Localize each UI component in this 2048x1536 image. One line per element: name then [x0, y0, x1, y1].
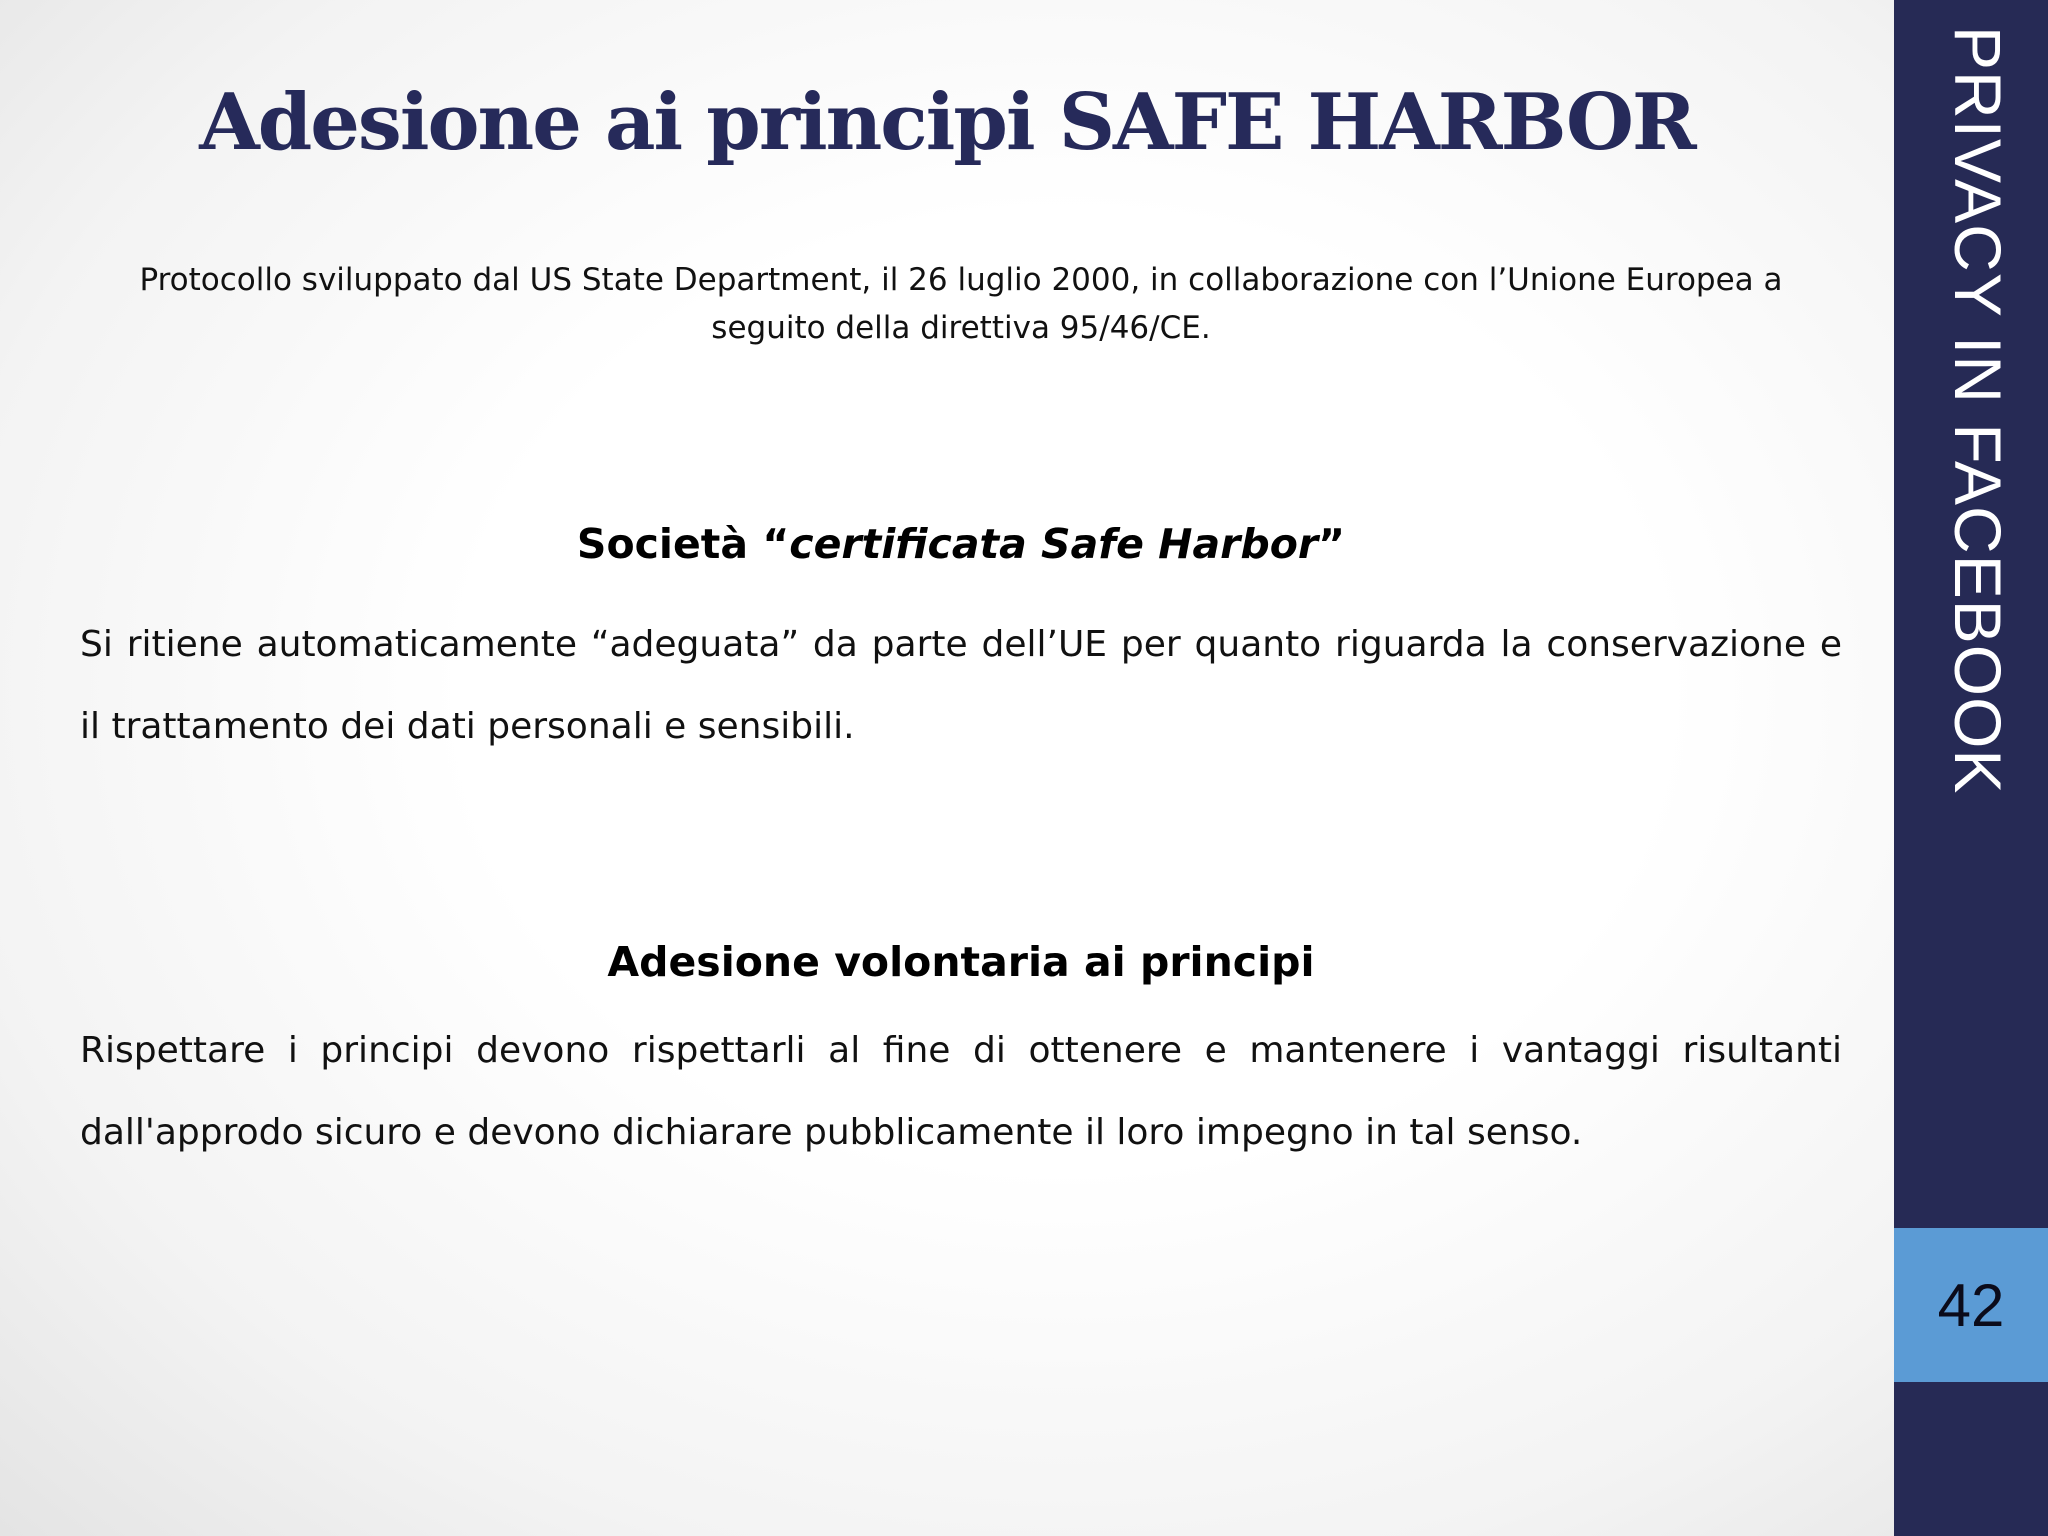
heading-suffix: ”	[1318, 520, 1346, 568]
sidebar-vertical-title: PRIVACY IN FACEBOOK	[1941, 26, 2015, 795]
page-number: 42	[1937, 1271, 2005, 1339]
slide-subtitle: Protocollo sviluppato dal US State Department, il 26 luglio 2000, in collaborazione con l’Unione Europea a seguito della direttiva 95/46/CE.	[139, 262, 1783, 346]
section-body-certificata: Si ritiene automaticamente “adeguata” da parte dell’UE per quanto riguarda la conservazione e il trattamento dei dati personali e sensibili.	[80, 624, 1842, 747]
section-heading-adesione: Adesione volontaria ai principi	[607, 938, 1315, 986]
heading-emphasis: certificata Safe Harbor	[789, 520, 1319, 568]
slide-title: Adesione ai principi SAFE HARBOR	[199, 77, 1695, 168]
section-heading-certificata	[40, 520, 1882, 569]
page-number-box	[1894, 1228, 2048, 1382]
section-body-adesione: Rispettare i principi devono rispettarli al fine di ottenere e mantenere i vantaggi risultanti dall'approdo sicuro e devono dichiarare pubblicamente il loro impegno in tal senso.	[80, 1030, 1842, 1153]
heading-prefix: Società “	[576, 520, 790, 568]
